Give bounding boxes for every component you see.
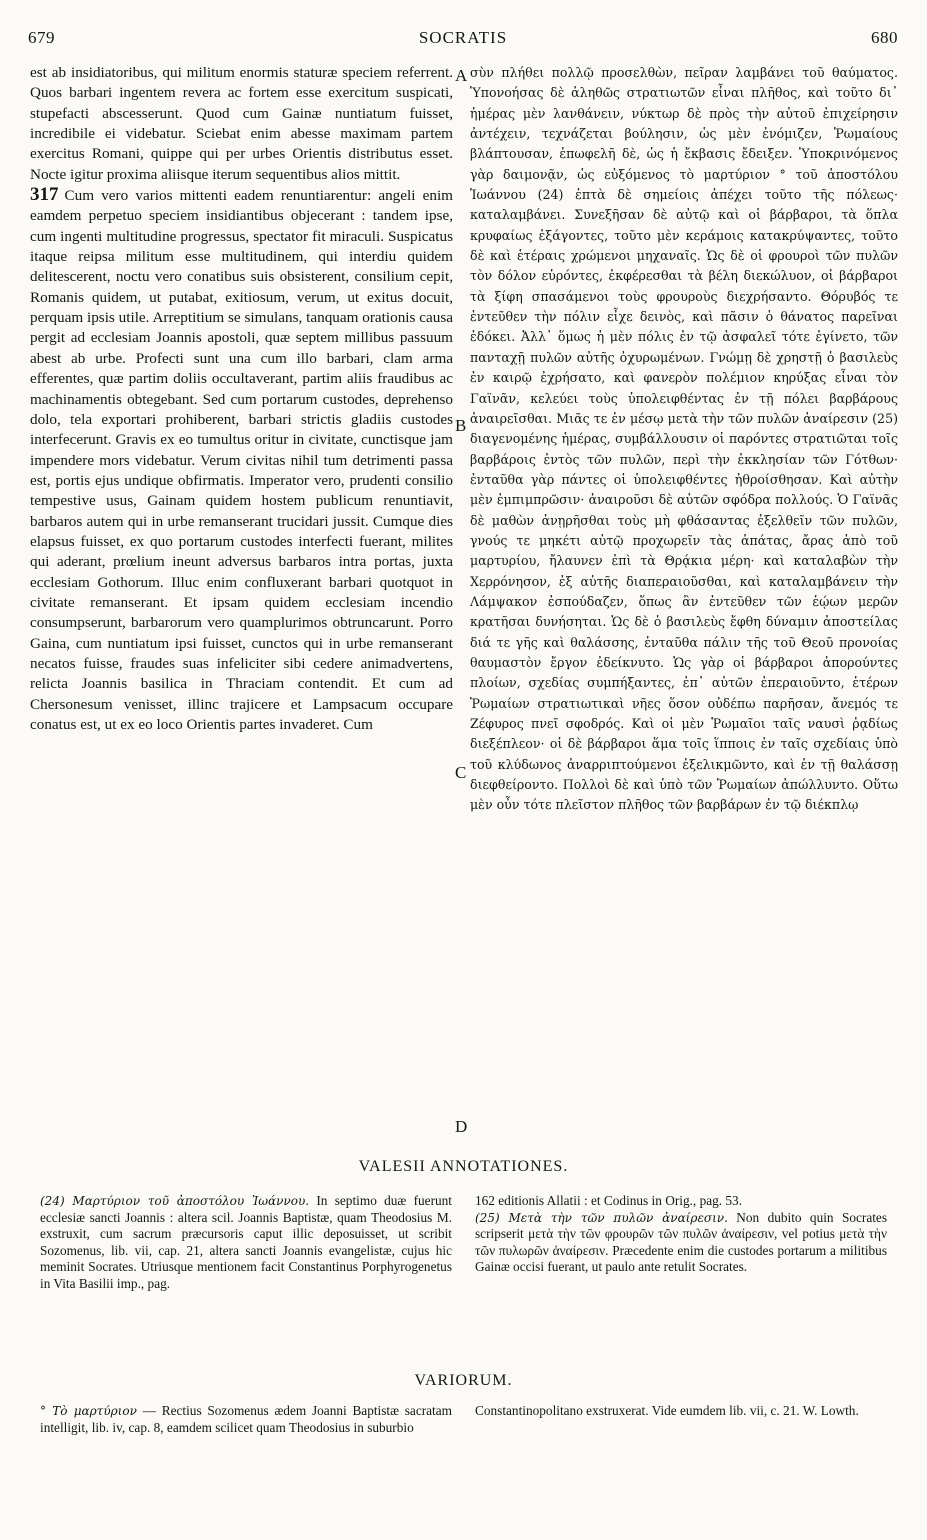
greek-text: σὺν πλήθει πολλῷ προσελθὼν, πεῖραν λαμβάνει τοῦ θαύματος. Ὑπονοήσας δὲ ἀληθῶς στρατιωτῶν εἶναι πλῆθος, καὶ τοῦτο δι᾽ ἡμέρας μὲν λανθάνειν, νύκτωρ δὲ πρὸς τὴν αὐτοῦ ἐπιχείρησιν ἀντέχειν, τεχνάζεται βούλησιν, ὡς μὲν ἐνόμιζεν, Ῥωμαίους βλάπτουσαν, ἐπωφελῆ δὲ, ὡς ἡ ἔκβασις ἔδειξεν. Ὑποκρινόμενος γὰρ δαιμονᾷν, ὡς εὐξόμενος τὸ μαρτύριον ° τοῦ ἀποστόλου Ἰωάννου (24) ἑπτὰ δὲ σημείοις ἀπέχει τοῦτο τῆς πόλεως· καταλαμβάνει. Συνεξῆσαν δὲ αὐτῷ καὶ οἱ βάρβαροι, τὰ ὅπλα κρυφαίως ἐξάγοντες, τοῦτο μὲν κεράμοις κατακρύψαντες, τοῦτο δὲ καὶ ἑτέραις χρώμενοι μηχαναῖς. Ὡς δὲ οἱ φρουροὶ τῶν πυλῶν τὸν δόλον εὑρόντες, ἐκφέρεσθαι τὰ βέλη διεκώλυον, οἱ βάρβαροι τὰ ξίφη σπασάμενοι τοὺς φρουροὺς διεχρήσαντο. Θόρυβός τε ἐντεῦθεν τὴν πόλιν εἶχε δεινὸς, καὶ πᾶσιν ὁ θάνατος παρεῖναι ἐδόκει. Ἀλλ᾽ ὅμως ἡ μὲν πόλις ἐν τῷ ἀσφαλεῖ τότε ἐγίνετο, τῶν πανταχῇ πυλῶν αὐτῆς ὀχυρωμένων. Γνώμῃ δὲ χρηστῇ ὁ βασιλεὺς ἐν καιρῷ ἐχρήσατο, καὶ φανερὸν πολέμιον κηρύξας εἶναι τὸν Γαϊνᾶν, κελεύει τοὺς ὑπολειφθέντας ἐν τῇ πόλει βαρβάρους ἀναιρεῖσθαι. Μιᾶς τε ἐν μέσῳ μετὰ τὴν τῶν πυλῶν ἀναίρεσιν (25) διαγενομένης ἡμέρας, συμβάλλουσιν οἱ παρόντες στρατιῶται τοῖς βαρβάροις ἐντὸς τῶν πυλῶν, περὶ τὴν ἐκκλησίαν τῶν Γότθων· ἐνταῦθα γὰρ πάντες οἱ ὑπολειφθέντες ἠθροίσθησαν. Καὶ αὐτὴν μὲν ἐμπιμπρῶσιν· ἀναιροῦσι δὲ αὐτῶν σφόδρα πολλούς. Ὁ Γαϊνᾶς δὲ μαθὼν ἀνῃρῆσθαι τοὺς μὴ φθάσαντας ἐξελθεῖν τῶν πυλῶν, γνούς τε μηκέτι αὐτῷ προχωρεῖν τὰς ἀπάτας, ἄρας ἀπὸ τοῦ μαρτυρίου, ἤλαυνεν ἐπὶ τὰ Θρᾴκια μέρη· καὶ καταλαβὼν τὴν Χερρόνησον, ἐξ αὐτῆς διαπεραιοῦσθαι, καὶ καταλαμβάνειν τὴν Λάμψακον ἐσπούδαζεν, ὅπως ἂν ἐντεῦθεν τῶν ἑῴων μερῶν κρατῆσαι δυνήσηται. Ὡς δὲ ὁ βασιλεὺς ἔφθη δύναμιν ἀποστείλας διά τε γῆς καὶ θαλάσσης, ἐνταῦθα πάλιν τῆς τοῦ Θεοῦ προνοίας θαυμαστὸν ἔργον ἐδείκνυτο. Ὡς γὰρ οἱ βάρβαροι ἀπορούντες πλοίων, σχεδίας συμπήξαντες, ἐπ᾽ αὐτῶν ἐπεραιοῦντο, ἑτέρων Ῥωμαίων στρατιωτικαὶ νῆες ὅσον οὐδέπω παρῆσαν, ἄνεμός τε Ζέφυρος πνεῖ σφοδρός. Καὶ οἱ μὲν Ῥωμαῖοι ταῖς ναυσὶ ῥᾳδίως διεξέπλεον· οἱ δὲ βάρβαροι ἅμα τοῖς ἵπποις ἐν ταῖς σχεδίαις ὑπὸ τοῦ κλύδωνος ἀναρριπτούμενοι ἐξελικμῶντο, καὶ ἐν τῇ θαλάσσῃ διεφθείροντο. Πολλοὶ δὲ καὶ ὑπὸ τῶν Ῥωμαίων ἀπώλλυντο. Οὕτω μὲν οὖν τότε πλεῖστον πλῆθος τῶν βαρβάρων ἐν τῷ διέκπλῳ	[470, 65, 898, 813]
running-title: SOCRATIS	[418, 28, 508, 47]
page-number-left: 679	[28, 28, 55, 47]
annotation-24	[40, 1193, 452, 1293]
latin-paragraph-2	[30, 185, 453, 735]
variorum-title: VARIORUM.	[414, 1372, 513, 1389]
annotation-24-continued: 162 editionis Allatii : et Codinus in Orig., pag. 53.	[475, 1193, 743, 1208]
margin-marker-c: C	[455, 763, 467, 782]
variorum-note-head: ° Τὸ μαρτύριον	[40, 1404, 137, 1418]
section-number: 317	[30, 184, 59, 206]
margin-marker-d: D	[455, 1117, 468, 1136]
annotation-25-body: Non dubito quin Socrates scripserit μετὰ τὴν τῶν φρουρῶν τῶν πυλῶν ἀναίρεσιν, vel potius μετὰ τὴν τῶν πυλωρῶν ἀναίρεσιν. Præcedente enim die custodes portarum a militibus Gainæ occisi fuerant, ut paulo ante retulit Socrates.	[475, 1209, 887, 1275]
margin-marker-b: B	[455, 416, 467, 435]
variorum-note	[40, 1403, 452, 1436]
annotation-25	[475, 1210, 887, 1276]
annotations-left-column	[40, 1193, 452, 1293]
annotation-24-body: In septimo duæ fuerunt ecclesiæ sancti Joannis : altera scil. Joannis Baptistæ, quam Theodosius M. exstruxit, cum sacrum præcursoris caput illic deposuisset, ut scribit Sozomenus, lib. vii, cap. 21, altera sancti Joannis evangelistæ, cujus hic meminit Socrates. Utriusque mentionem facit Constantinus Porphyrogenetus in Vita Basilii imp., pag.	[40, 1193, 452, 1291]
variorum-left-column	[40, 1403, 452, 1436]
variorum-right-column	[475, 1403, 887, 1436]
annotations-title: VALESII ANNOTATIONES.	[358, 1158, 569, 1175]
annotations-block	[40, 1193, 887, 1293]
margin-marker-a: A	[455, 66, 468, 85]
annotations-right-column	[475, 1193, 887, 1293]
page-header	[28, 28, 898, 54]
variorum-note-continued: Constantinopolitano exstruxerat. Vide eumdem lib. vii, c. 21. W. Lowth.	[475, 1403, 859, 1418]
variorum-block	[40, 1403, 887, 1436]
variorum-note-body: — Rectius Sozomenus ædem Joanni Baptistæ sacratam intelligit, lib. iv, cap. 8, eamdem scilicet quam Theodosius in suburbio	[40, 1403, 452, 1435]
latin-paragraph-2-text: Cum vero varios mittenti eadem renuntiarentur: angeli enim eamdem perpetuo speciem insidiantibus objecerant : tandem ipse, cum ingenti multitudine progressus, spectator fit miraculi. Suspicatus itaque reipsa militum esse multitudinem, qui interdiu quidem delitescerent, noctu vero conatibus suis obsisterent, consilium cepit, Romanis quidem, ut putabat, exitiosum, verum, ut exitus docuit, perquam ipsis utile. Arreptitium se simulans, tanquam orationis causa pergit ad ecclesiam Joannis apostoli, quæ septem millibus passuum abest ab urbe. Profecti sunt una cum illo barbari, clam arma efferentes, quæ partim doliis occultaverant, partim aliis fraudibus ac machinamentis obtegebant. Sed cum portarum custodes, deprehenso dolo, tela exportari prohiberent, barbari strictis gladiis custodes interfecerunt. Gravis ex eo tumultus oritur in civitate, cunctisque jam impendere mors videbatur. Verum civitas nihil tum detrimenti passa est, portis ejus undique obfirmatis. Imperator vero, prudenti consilio tempestive usus, Gainam quidem hostem publicum renuntiavit, barbaros autem qui in urbe remanserant trucidari jussit. Cumque dies elapsus fuisset, ex quo portarum custodes interfecti fuerant, milites qui aderant, prœlium ineunt adversus barbaros intra portas, juxta ecclesiam Gothorum. Illuc enim confluxerant barbari quotquot in civitate remanserant. Et ipsam quidem ecclesiam incendio consumpserunt, barbarorum vero quamplurimos obtruncarunt. Porro Gaina, cum nuntiatum ipsi fuisset, cunctos qui in urbe remanserant necatos fuisse, fraudes suas infeliciter sibi cedere animadvertens, relicta Joannis basilica in Thraciam contendit. Et cum ad Chersonesum venisset, illinc trajicere et Lampsacum occupare conatus est, ut ex eo loco Orientis partes invaderet. Cum	[30, 187, 453, 733]
page-number-right: 680	[871, 28, 898, 47]
annotation-25-head: (25) Μετὰ τὴν τῶν πυλῶν ἀναίρεσιν.	[475, 1210, 728, 1225]
annotation-24-head: (24) Μαρτύριον τοῦ ἀποστόλου Ἰωάννου.	[40, 1194, 310, 1208]
latin-column	[30, 63, 453, 735]
latin-paragraph-1: est ab insidiatoribus, qui militum enormis staturæ speciem referrent. Quos barbari ingentem revera ac fortem esse exercitum suspicati, stupefacti abscesserunt. Quod cum Gainæ nuntiatum fuisset, incredibile ei videbatur. Sciebat enim abesse maximam partem exercitus Romani, quippe qui per urbes Orientis distributus esset. Nocte igitur proxima aliisque iterum sequentibus alios mittit.	[30, 64, 453, 183]
greek-column	[470, 63, 898, 816]
